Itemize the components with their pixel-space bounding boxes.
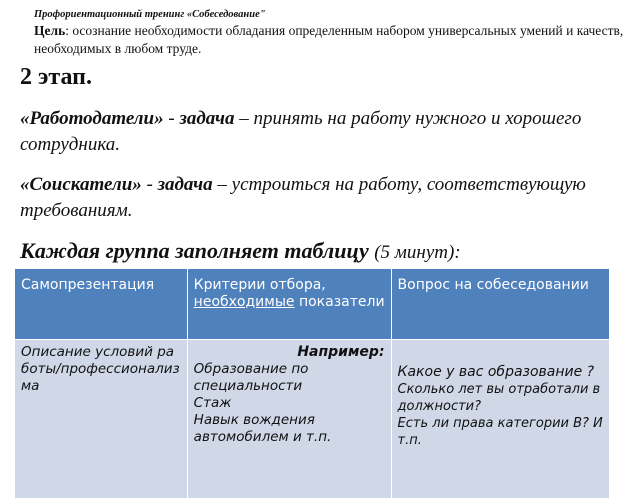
slide-header: [34, 8, 624, 58]
applicants-task-text: – устроиться на работу, соответствующую требованиям.: [20, 174, 586, 221]
applicants-paragraph: [20, 172, 620, 224]
header-interview-question: Вопрос на собеседовании: [391, 269, 609, 340]
table-header-row: [15, 269, 610, 340]
goal-label: Цель: [34, 23, 66, 38]
separator: -: [163, 108, 180, 129]
cell-interview-question: [391, 340, 609, 499]
criteria-line-3: Навык вождения автомобилем и т.п.: [193, 412, 332, 445]
task-instruction: [20, 238, 461, 264]
question-line-2: Сколько лет вы отработали в должности?: [397, 382, 601, 414]
applicants-role: «Соискатели»: [20, 174, 142, 195]
cell-selection-criteria: [187, 340, 391, 499]
applicants-task-label: задача: [157, 174, 213, 195]
header-selection-criteria: [187, 269, 391, 340]
employers-role: «Работодатели»: [20, 108, 164, 129]
task-main: Каждая группа заполняет таблицу: [20, 238, 369, 263]
goal-statement: [34, 22, 624, 58]
header-criteria-tail: показатели: [294, 294, 385, 310]
training-title: Профориентационный тренинг «Собеседование": [34, 9, 266, 20]
employers-task-label: задача: [179, 108, 235, 129]
cell-self-presentation: Описание условий работы/профессионализма: [15, 340, 188, 499]
header-criteria-underlined: необходимые: [193, 294, 295, 310]
employers-paragraph: [20, 106, 620, 158]
criteria-line-1: Образование по специальности: [193, 361, 309, 394]
example-label: Например:: [297, 344, 385, 360]
worksheet-table: [14, 268, 610, 499]
separator: -: [141, 174, 158, 195]
header-criteria-text: Критерии отбора,: [193, 277, 326, 293]
header-self-presentation: Самопрезентация: [15, 269, 188, 340]
table-row: [15, 340, 610, 499]
goal-text: : осознание необходимости обладания определенным набором универсальных умений и качеств, необходимых в любом труде.: [34, 23, 624, 56]
employers-task-text: – принять на работу нужного и хорошего сотрудника.: [20, 108, 582, 155]
question-line-1: Какое у вас образование ?: [397, 364, 595, 380]
criteria-line-2: Стаж: [193, 395, 232, 411]
stage-heading: 2 этап.: [20, 64, 92, 90]
question-line-3: Есть ли права категории В? И т.п.: [397, 416, 603, 448]
task-time: (5 минут):: [374, 242, 461, 263]
